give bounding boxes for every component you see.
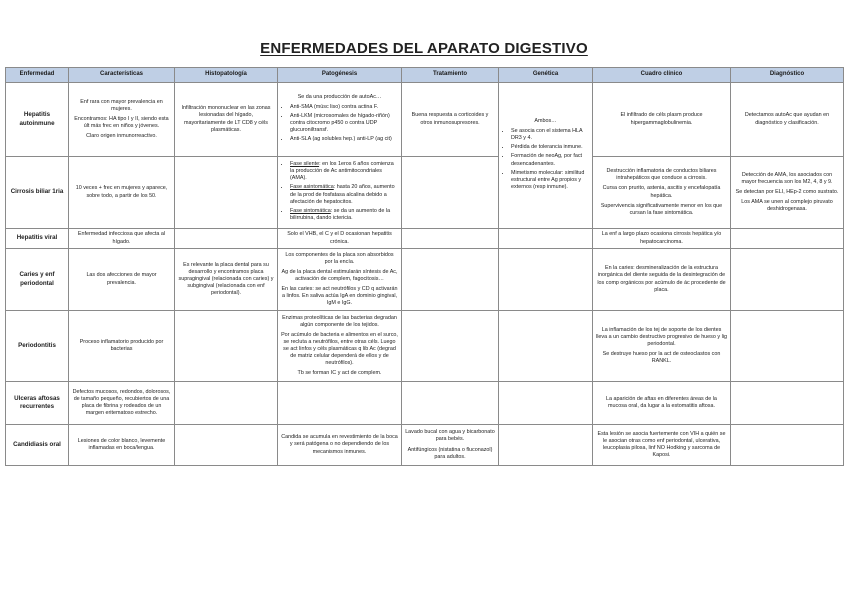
table-header-row bbox=[6, 68, 844, 83]
caracteristicas-cell: Enfermedad infecciosa que afecta al hígado. bbox=[69, 229, 175, 249]
text-line: Tb se forman IC y act de complem. bbox=[297, 370, 382, 377]
caracteristicas-cell: Las dos afecciones de mayor prevalencia. bbox=[69, 249, 175, 311]
patogenesis-cell: Candida se acumula en revestimiento de la boca y será patógena o no dependiendo de los mecanismos inmunes. bbox=[278, 425, 402, 466]
histopatologia-cell: Es relevante la placa dental para su desarrollo y encontramos placa supragingival (relacionada con caries) y subgingival (relacionada con enf periodontal). bbox=[175, 249, 278, 311]
histopatologia-cell bbox=[175, 157, 278, 229]
genetica-cell bbox=[499, 311, 593, 382]
text-line: Los AMA se unen al complejo piruvato deshidrogenasa. bbox=[741, 199, 833, 213]
tratamiento-cell: Buena respuesta a corticoides y otros inmunosupresores. bbox=[402, 83, 499, 157]
table-row bbox=[6, 382, 844, 425]
tratamiento-cell bbox=[402, 229, 499, 249]
list-item bbox=[290, 184, 398, 205]
text-line: Supervivencia significativamente menor en los que cursan la fase sintomática. bbox=[600, 202, 723, 216]
cuadro-clinico-cell bbox=[593, 157, 731, 229]
histopatologia-cell bbox=[175, 425, 278, 466]
disease-name: Caries y enf periodontal bbox=[6, 249, 69, 311]
cuadro-clinico-cell bbox=[593, 311, 731, 382]
list-item: • Anti-SLA (ag solubles hep.) anti-LP (ag cit) bbox=[290, 136, 398, 143]
text-line: Lavado bucal con agua y bicarbonato para bebés. bbox=[405, 429, 495, 443]
text-line: Ag de la placa dental estimularán síntesis de Ac, activación de complem, fagocitosis… bbox=[281, 268, 398, 282]
list-item bbox=[290, 208, 398, 222]
header-tratamiento: Tratamiento bbox=[402, 68, 499, 83]
diagnostico-cell bbox=[731, 311, 844, 382]
list-item: • Formación de neoAg, por fact desencadenantes. bbox=[511, 153, 589, 167]
disease-name: Periodontitis bbox=[6, 311, 69, 382]
tratamiento-cell bbox=[402, 425, 499, 466]
text-line: La inflamación de los tej de soporte de los dientes lleva a un cambio destructivo progresivo de hueso y lig periodontal. bbox=[596, 326, 727, 347]
histopatologia-cell bbox=[175, 382, 278, 425]
table-row bbox=[6, 229, 844, 249]
table-row bbox=[6, 157, 844, 229]
header-enfermedad: Enfermedad bbox=[6, 68, 69, 83]
patogenesis-cell bbox=[278, 157, 402, 229]
cuadro-clinico-cell: En la caries: desmineralización de la estructura inorgánica del diente seguida de la desintegración de los comp orgánicos por acúmulo de ác procedente de placa. bbox=[593, 249, 731, 311]
disease-name: Cirrosis biliar 1ria bbox=[6, 157, 69, 229]
diseases-table bbox=[5, 67, 844, 466]
list-item bbox=[290, 161, 398, 182]
cuadro-clinico-cell: La enf a largo plazo ocasiona cirrosis hepática y/o hepatocarcinoma. bbox=[593, 229, 731, 249]
tratamiento-cell bbox=[402, 311, 499, 382]
disease-name: Candidiasis oral bbox=[6, 425, 69, 466]
phase-text: : se da un aumento de la bilirrubina, dando ictericia. bbox=[290, 207, 391, 221]
caracteristicas-cell bbox=[69, 83, 175, 157]
header-diagnostico: Diagnóstico bbox=[731, 68, 844, 83]
diagnostico-cell bbox=[731, 157, 844, 229]
text-line: Encontramos: HA tipo I y II, siendo esta últ más frec en niños y jóvenes. bbox=[74, 115, 169, 129]
disease-name: Hepatitis viral bbox=[6, 229, 69, 249]
text-line: En las caries: se act neutrófilos y CD q activarán a linfos. En saliva actúa IgA en dominio gingival, IgM e IgG. bbox=[281, 286, 398, 307]
text-line: Claro origen inmunorreactivo. bbox=[86, 133, 157, 140]
list-item: • Pérdida de tolerancia inmune. bbox=[511, 144, 589, 151]
patogenesis-list bbox=[281, 104, 398, 143]
text-line: Detección de AMA, los asociados con mayor frecuencia son los M2, 4, 8 y 9. bbox=[741, 171, 833, 185]
diagnostico-cell: Detectamos autoAc que ayudan en diagnóstico y clasificación. bbox=[731, 83, 844, 157]
text-line: Antifúngicos (nistatina o fluconazol) para adultos. bbox=[407, 446, 493, 460]
header-caracteristicas: Características bbox=[69, 68, 175, 83]
caracteristicas-cell: Proceso inflamatorio producido por bacterias bbox=[69, 311, 175, 382]
table-row bbox=[6, 83, 844, 157]
header-histopatologia: Histopatología bbox=[175, 68, 278, 83]
table-row bbox=[6, 425, 844, 466]
genetica-cell bbox=[499, 229, 593, 249]
phase-label: Fase silente bbox=[290, 161, 320, 168]
genetica-cell bbox=[499, 382, 593, 425]
text-line: Ambos… bbox=[534, 118, 557, 125]
table-row bbox=[6, 249, 844, 311]
header-genetica: Genética bbox=[499, 68, 593, 83]
text-line: Cursa con prurito, astenia, ascitis y encefalopatía hepática. bbox=[602, 185, 721, 199]
patogenesis-cell bbox=[278, 249, 402, 311]
diagnostico-cell bbox=[731, 425, 844, 466]
text-line: Enzimas proteolíticas de las bacterias degradan algún componente de los tejidos. bbox=[282, 314, 397, 328]
tratamiento-cell bbox=[402, 249, 499, 311]
text-line: Se destruye hueso por la act de osteoclastos con RANKL. bbox=[602, 351, 721, 365]
phase-label: Fase asintomática bbox=[290, 184, 334, 191]
list-item: • Mimetismo molecular: similitud estructural entre Ag propios y externos (resp inmune). bbox=[511, 170, 589, 191]
genetica-cell bbox=[499, 249, 593, 311]
phase-label: Fase sintomática bbox=[290, 207, 331, 214]
phase-text: : hasta 20 años, aumento de la prod de fosfatasa alcalina debido a afectación de hepatocitos. bbox=[290, 184, 395, 205]
text-line: Se detectan por ELI, HEp-2 como sustrato. bbox=[735, 188, 839, 195]
list-item: • Anti-SMA (músc liso) contra actina F. bbox=[290, 104, 398, 111]
disease-name: Hepatitis autoinmune bbox=[6, 83, 69, 157]
text-line: Los componentes de la placa son absorbidos por la encía. bbox=[285, 251, 394, 265]
diagnostico-cell bbox=[731, 249, 844, 311]
cuadro-clinico-cell: Esta lesión se asocia fuertemente con VIH a quién se le asocian otras como enf periodontal, ulcerativa, leucoplasia pilosa, linf NO Hodking y sarcoma de Kaposi. bbox=[593, 425, 731, 466]
histopatologia-cell: Infiltración mononuclear en las zonas lesionadas del hígado, mayoritariamente de LT CD8 y céls plasmáticas. bbox=[175, 83, 278, 157]
list-item: • Anti-LKM (microsomales de hígado-riñón) contra citocromo p450 o contra UDP glucuroniltransf. bbox=[290, 113, 398, 134]
tratamiento-cell bbox=[402, 157, 499, 229]
diagnostico-cell bbox=[731, 229, 844, 249]
cuadro-clinico-cell: El infiltrado de céls plasm produce hipergammaglobulinemia. bbox=[593, 83, 731, 157]
phase-text: : en los 1eros 6 años comienza la producción de Ac antimitocondriales (AMA). bbox=[290, 161, 394, 182]
table-row bbox=[6, 311, 844, 382]
histopatologia-cell bbox=[175, 311, 278, 382]
list-item: • Se asocia con el sistema HLA DR3 y 4. bbox=[511, 128, 589, 142]
caracteristicas-cell: 10 veces + frec en mujeres y aparece, sobre todo, a partir de los 50. bbox=[69, 157, 175, 229]
text-line: Se da una producción de autoAc… bbox=[297, 93, 382, 100]
patogenesis-list bbox=[281, 161, 398, 221]
header-patogenesis: Patogénesis bbox=[278, 68, 402, 83]
text-line: Enf rara con mayor prevalencia en mujeres. bbox=[80, 98, 163, 112]
text-line: Destrucción inflamatoria de conductos biliares intrahepáticos que conduce a cirrosis. bbox=[606, 168, 717, 182]
caracteristicas-cell: Defectos mucosos, redondos, dolorosos, de tamaño pequeño, recubiertos de una placa de fibrina y rodeados de un margen eritematoso estrecho. bbox=[69, 382, 175, 425]
patogenesis-cell: Solo el VHB, el C y el D ocasionan hepatitis crónica. bbox=[278, 229, 402, 249]
genetica-cell bbox=[499, 83, 593, 229]
genetica-list bbox=[502, 128, 589, 190]
header-cuadro-clinico: Cuadro clínico bbox=[593, 68, 731, 83]
histopatologia-cell bbox=[175, 229, 278, 249]
tratamiento-cell bbox=[402, 382, 499, 425]
page-title: ENFERMEDADES DEL APARATO DIGESTIVO bbox=[260, 40, 588, 57]
disease-name: Ulceras aftosas recurrentes bbox=[6, 382, 69, 425]
caracteristicas-cell: Lesiones de color blanco, levemente inflamadas en boca/lengua. bbox=[69, 425, 175, 466]
genetica-cell bbox=[499, 425, 593, 466]
diagnostico-cell bbox=[731, 382, 844, 425]
patogenesis-cell bbox=[278, 311, 402, 382]
cuadro-clinico-cell: La aparición de aftas en diferentes áreas de la mucosa oral, da lugar a la estomatitis aftosa. bbox=[593, 382, 731, 425]
patogenesis-cell bbox=[278, 83, 402, 157]
patogenesis-cell bbox=[278, 382, 402, 425]
text-line: Por acúmulo de bacteria e alimentos en el surco, se recluta a neutrófilos, entre otras céls. Luego se act linfos y céls plasmáticas q lib Ac (degrad de matriz celular dependerá de ellos y de neutrófilos). bbox=[281, 331, 398, 367]
